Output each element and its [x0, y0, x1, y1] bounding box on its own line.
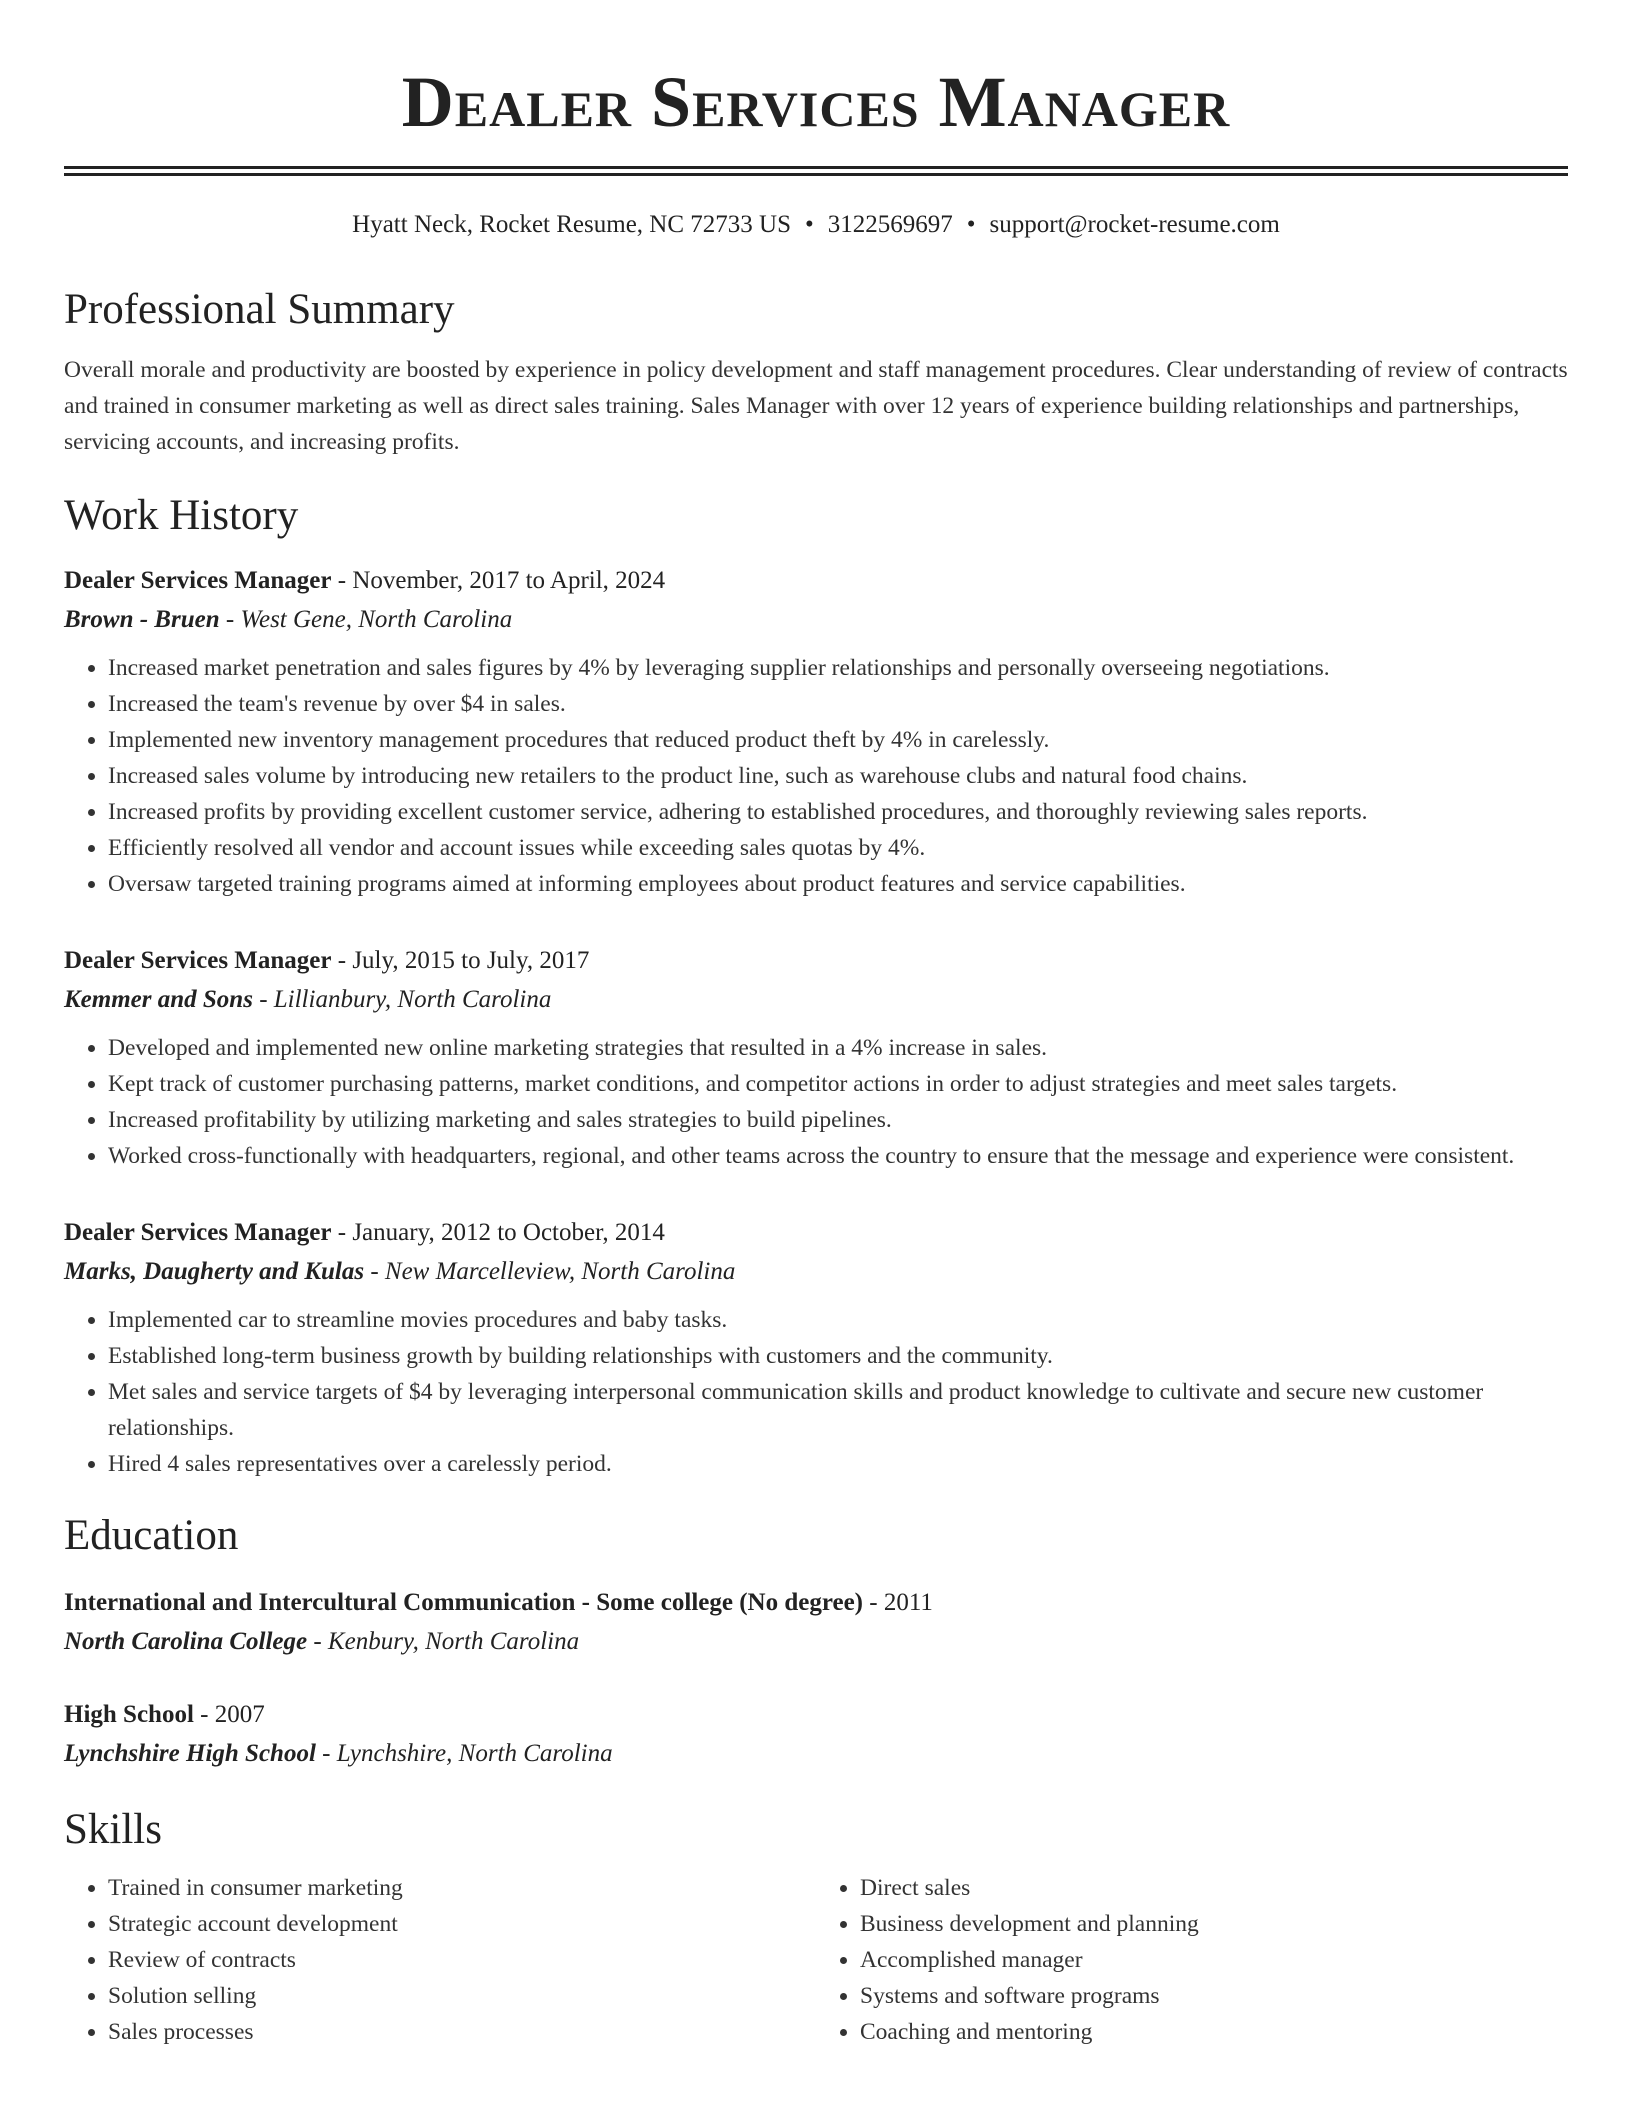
list-item: • Increased market penetration and sales figures by 4% by leveraging supplier relationships and personally overseeing negotiations. [108, 650, 1568, 686]
education-entry [64, 1696, 1568, 1774]
job-title-line [64, 1214, 1568, 1252]
education-year: - 2007 [193, 1701, 265, 1728]
summary-text: Overall morale and productivity are boosted by experience in policy development and staff management procedures. Clear understanding of review of contracts and trained in consumer marketing as well as direct sales training. Sales Manager with over 12 years of experience building relationships and partnerships, servicing accounts, and increasing profits. [64, 357, 1568, 455]
skills-list-right [816, 1870, 1568, 2050]
job-role: Dealer Services Manager [64, 1219, 332, 1246]
list-item: • Business development and planning [860, 1906, 1568, 1942]
education-year: - 2011 [863, 1589, 933, 1616]
job-bullets [64, 1302, 1568, 1482]
job-dates: - January, 2012 to October, 2014 [331, 1219, 665, 1246]
contact-separator: • [966, 211, 976, 238]
list-item: • Kept track of customer purchasing patterns, market conditions, and competitor actions in order to adjust strategies and meet sales targets. [108, 1066, 1568, 1102]
list-item: • Worked cross-functionally with headquarters, regional, and other teams across the country to ensure that the message and experience were consistent. [108, 1138, 1568, 1174]
list-item: • Increased sales volume by introducing new retailers to the product line, such as warehouse clubs and natural food chains. [108, 758, 1568, 794]
education-location: - Lynchshire, North Carolina [315, 1740, 613, 1767]
list-item: • Established long-term business growth by building relationships with customers and the community. [108, 1338, 1568, 1374]
job-location: - Lillianbury, North Carolina [252, 986, 552, 1013]
work-history-heading: Work History [64, 492, 299, 539]
list-item: • Met sales and service targets of $4 by leveraging interpersonal communication skills and product knowledge to cultivate and secure new customer relationships. [108, 1374, 1568, 1446]
job-title-line [64, 942, 1568, 980]
education-degree: High School [64, 1701, 194, 1728]
education-location: - Kenbury, North Carolina [307, 1628, 580, 1655]
job-entry [64, 942, 1568, 1174]
contact-line [64, 208, 1568, 242]
contact-email: support@rocket-resume.com [989, 211, 1280, 238]
job-entry [64, 562, 1568, 902]
education-degree: International and Intercultural Communication - Some college (No degree) [64, 1589, 863, 1616]
list-item: • Trained in consumer marketing [108, 1870, 816, 1906]
job-employer: Kemmer and Sons [64, 986, 253, 1013]
list-item: • Hired 4 sales representatives over a carelessly period. [108, 1446, 1568, 1482]
job-dates: - July, 2015 to July, 2017 [331, 947, 590, 974]
list-item: • Coaching and mentoring [860, 2014, 1568, 2050]
job-role: Dealer Services Manager [64, 567, 332, 594]
contact-address: Hyatt Neck, Rocket Resume, NC 72733 US [352, 211, 791, 238]
education-school-line [64, 1734, 1568, 1774]
contact-phone: 3122569697 [827, 211, 953, 238]
contact-separator: • [805, 211, 814, 238]
education-heading: Education [64, 1512, 239, 1559]
list-item: • Implemented car to streamline movies procedures and baby tasks. [108, 1302, 1568, 1338]
header-double-rule [64, 166, 1568, 176]
skills-heading: Skills [64, 1806, 162, 1853]
list-item: • Systems and software programs [860, 1978, 1568, 2014]
education-school-line [64, 1622, 1568, 1662]
resume-name: Dealer Services Manager [401, 62, 1231, 142]
list-item: • Accomplished manager [860, 1942, 1568, 1978]
job-location: - New Marcelleview, North Carolina [364, 1258, 736, 1285]
job-location: - West Gene, North Carolina [219, 606, 513, 633]
job-employer-line [64, 1252, 1568, 1292]
list-item: • Increased profitability by utilizing marketing and sales strategies to build pipelines. [108, 1102, 1568, 1138]
list-item: • Efficiently resolved all vendor and account issues while exceeding sales quotas by 4%. [108, 830, 1568, 866]
list-item: • Solution selling [108, 1978, 816, 2014]
job-employer: Brown - Bruen [64, 606, 220, 633]
list-item: • Oversaw targeted training programs aimed at informing employees about product features and service capabilities. [108, 866, 1568, 902]
list-item: • Sales processes [108, 2014, 816, 2050]
education-degree-line [64, 1696, 1568, 1734]
job-employer-line [64, 600, 1568, 640]
education-degree-line [64, 1584, 1568, 1622]
job-entry [64, 1214, 1568, 1482]
job-dates: - November, 2017 to April, 2024 [331, 567, 666, 594]
list-item: • Increased the team's revenue by over $4 in sales. [108, 686, 1568, 722]
education-school: Lynchshire High School [64, 1740, 316, 1767]
job-title-line [64, 562, 1568, 600]
education-school: North Carolina College [64, 1628, 308, 1655]
job-bullets [64, 650, 1568, 902]
job-bullets [64, 1030, 1568, 1174]
job-role: Dealer Services Manager [64, 947, 332, 974]
skills-grid [64, 1870, 1568, 2050]
list-item: • Developed and implemented new online marketing strategies that resulted in a 4% increase in sales. [108, 1030, 1568, 1066]
skills-list-left [64, 1870, 816, 2050]
list-item: • Review of contracts [108, 1942, 816, 1978]
job-employer-line [64, 980, 1568, 1020]
job-employer: Marks, Daugherty and Kulas [64, 1258, 365, 1285]
list-item: • Direct sales [860, 1870, 1568, 1906]
summary-heading: Professional Summary [64, 286, 455, 333]
list-item: • Strategic account development [108, 1906, 816, 1942]
list-item: • Implemented new inventory management procedures that reduced product theft by 4% in carelessly. [108, 722, 1568, 758]
education-entry [64, 1584, 1568, 1662]
list-item: • Increased profits by providing excellent customer service, adhering to established procedures, and thoroughly reviewing sales reports. [108, 794, 1568, 830]
